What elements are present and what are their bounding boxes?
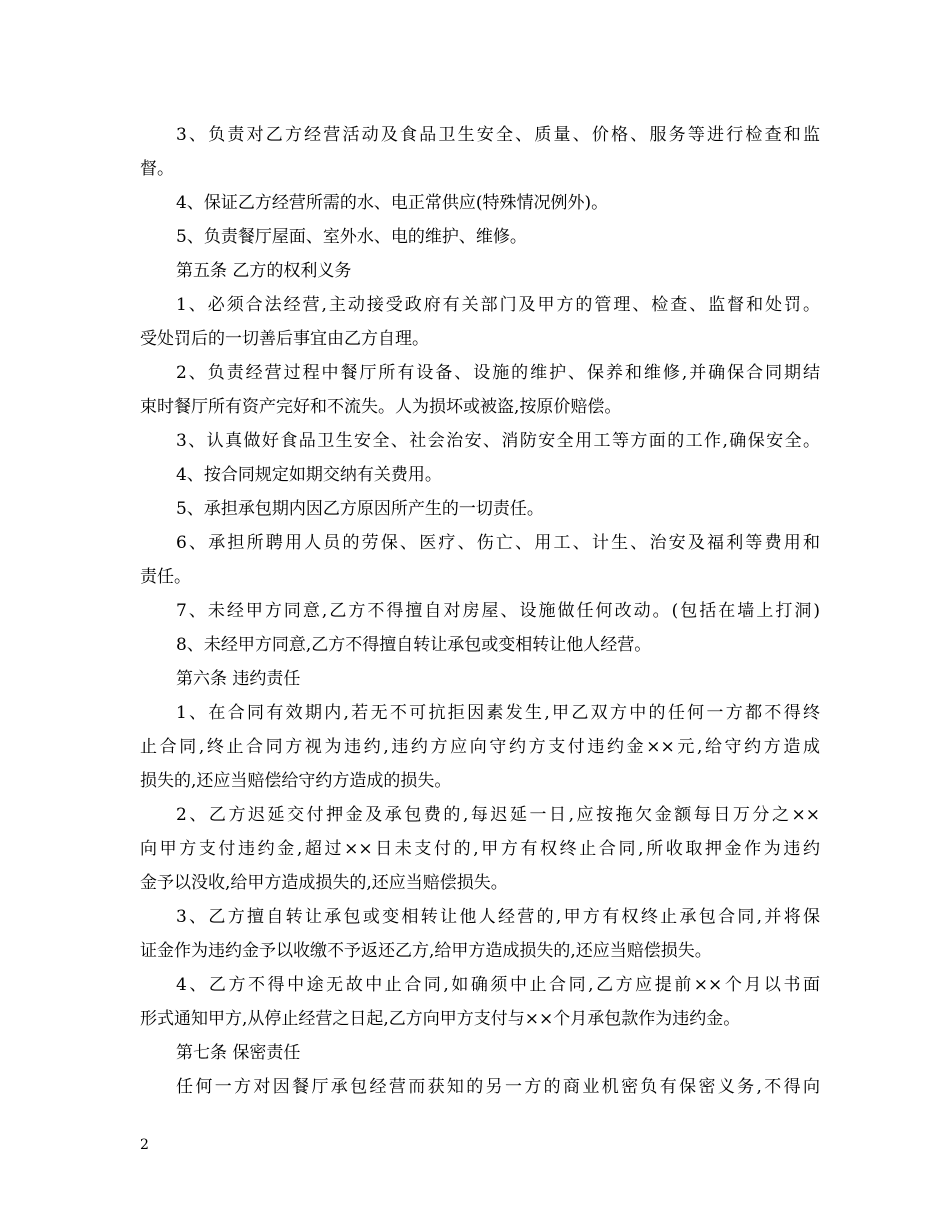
paragraph-line: 任何一方对因餐厅承包经营而获知的另一方的商业机密负有保密义务,不得向 [176, 1077, 820, 1097]
paragraph-line: 4、乙方不得中途无故中止合同,如确须中止合同,乙方应提前××个月以书面 [176, 975, 820, 995]
paragraph-line: 止合同,终止合同方视为违约,违约方应向守约方支付违约金××元,给守约方造成 [140, 737, 820, 757]
paragraph-line: 7、未经甲方同意,乙方不得擅自对房屋、设施做任何改动。(包括在墙上打洞) [176, 601, 820, 621]
paragraph-line: 证金作为违约金予以收缴不予返还乙方,给甲方造成损失的,还应当赔偿损失。 [140, 941, 712, 961]
paragraph-line: 责任。 [140, 567, 191, 587]
paragraph-line: 束时餐厅所有资产完好和不流失。人为损坏或被盗,按原价赔偿。 [140, 397, 622, 417]
paragraph-line: 形式通知甲方,从停止经营之日起,乙方向甲方支付与××个月承包款作为违约金。 [140, 1009, 741, 1029]
paragraph-line: 损失的,还应当赔偿给守约方造成的损失。 [140, 771, 452, 791]
paragraph-line: 1、必须合法经营,主动接受政府有关部门及甲方的管理、检查、监督和处罚。 [176, 295, 820, 315]
paragraph-line: 6、承担所聘用人员的劳保、医疗、伤亡、用工、计生、治安及福利等费用和 [176, 533, 820, 553]
document-body [140, 118, 820, 1104]
section-heading: 第五条 乙方的权利义务 [176, 261, 352, 281]
paragraph-line: 向甲方支付违约金,超过××日未支付的,甲方有权终止合同,所收取押金作为违约 [140, 839, 820, 859]
paragraph-line: 4、按合同规定如期交纳有关费用。 [176, 465, 442, 485]
paragraph-line: 3、认真做好食品卫生安全、社会治安、消防安全用工等方面的工作,确保安全。 [176, 431, 820, 451]
section-heading: 第六条 违约责任 [176, 669, 301, 689]
paragraph-line: 5、负责餐厅屋面、室外水、电的维护、维修。 [176, 227, 527, 247]
paragraph-line: 金予以没收,给甲方造成损失的,还应当赔偿损失。 [140, 873, 508, 893]
paragraph-line: 2、负责经营过程中餐厅所有设备、设施的维护、保养和维修,并确保合同期结 [176, 363, 820, 383]
paragraph-line: 5、承担承包期内因乙方原因所产生的一切责任。 [176, 499, 544, 519]
paragraph-line: 1、在合同有效期内,若无不可抗拒因素发生,甲乙双方中的任何一方都不得终 [176, 703, 820, 723]
paragraph-line: 受处罚后的一切善后事宜由乙方自理。 [140, 329, 429, 349]
paragraph-line: 督。 [140, 159, 174, 179]
paragraph-line: 4、保证乙方经营所需的水、电正常供应(特殊情况例外)。 [176, 193, 609, 213]
paragraph-line: 3、负责对乙方经营活动及食品卫生安全、质量、价格、服务等进行检查和监 [176, 125, 820, 145]
paragraph-line: 3、乙方擅自转让承包或变相转让他人经营的,甲方有权终止承包合同,并将保 [176, 907, 820, 927]
section-heading: 第七条 保密责任 [176, 1043, 301, 1063]
paragraph-line: 8、未经甲方同意,乙方不得擅自转让承包或变相转让他人经营。 [176, 635, 652, 655]
paragraph-line: 2、乙方迟延交付押金及承包费的,每迟延一日,应按拖欠金额每日万分之×× [176, 805, 820, 825]
page-number: 2 [140, 1137, 149, 1153]
